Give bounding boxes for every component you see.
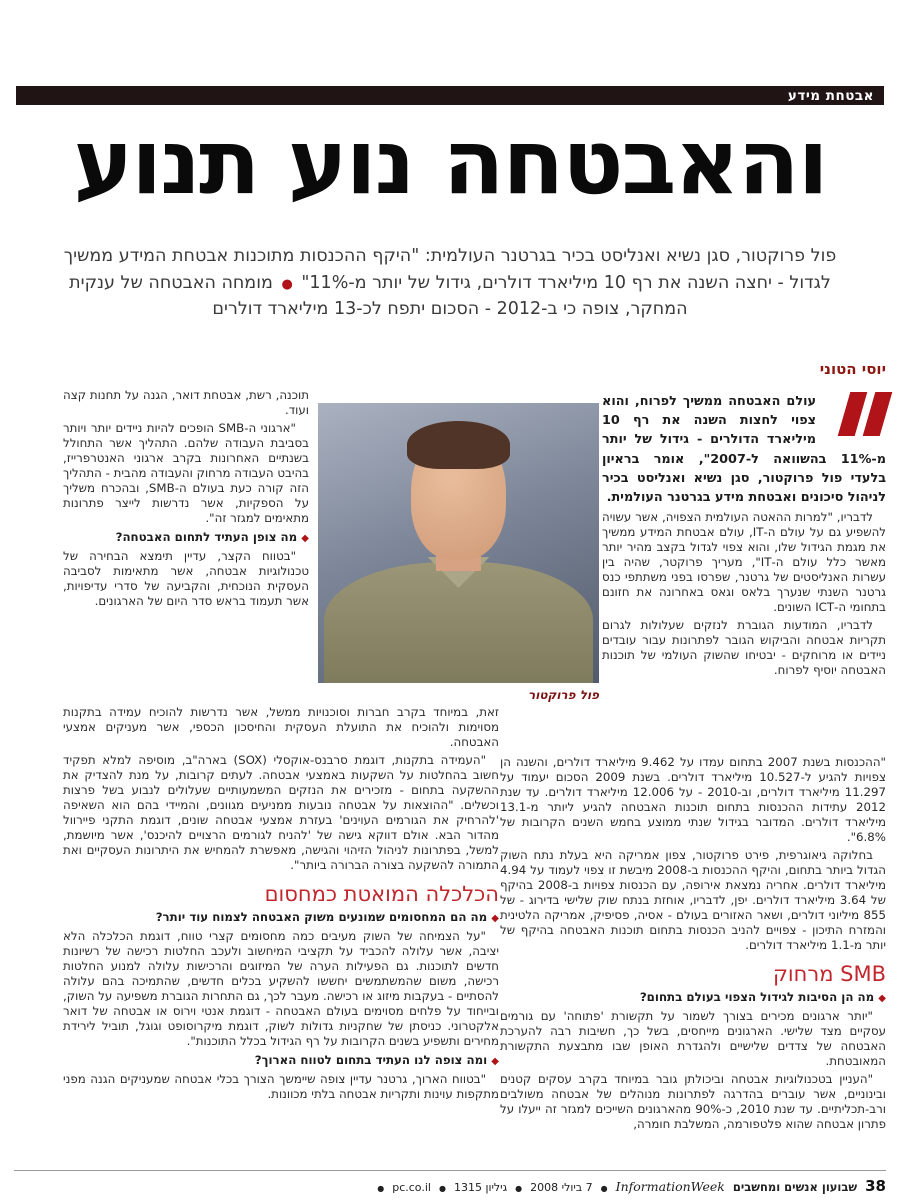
- question-line: [63, 1053, 499, 1069]
- diamond-bullet-icon: ◆: [301, 533, 309, 544]
- question-text: מה הן הסיבות לגידול הצפוי בעולם בתחום?: [639, 990, 875, 1005]
- paragraph: "בטווח הארוך, גרטנר עדיין צופה שיימשך הצורך בכלי אבטחה שמעניקים הגנה מפני מתקפות עוינות ותקריות אבטחה בלתי מכוונות.: [63, 1072, 499, 1102]
- byline: יוסי הטוני: [819, 360, 886, 378]
- footer-divider: [14, 1170, 886, 1171]
- footer: [377, 1177, 886, 1195]
- lead-paragraph: [602, 392, 886, 507]
- question-text: ומה צופה לנו העתיד בתחום לטווח הארוך?: [254, 1053, 488, 1068]
- footer-separator-icon: ●: [515, 1184, 523, 1193]
- diamond-bullet-icon: ◆: [491, 1056, 499, 1068]
- subhead: [45, 243, 855, 323]
- footer-site: pc.co.il: [392, 1181, 431, 1194]
- pull-quote-icon: [826, 392, 886, 438]
- headline: והאבטחה נוע תנוע: [73, 110, 827, 215]
- paragraph: "ארגוני ה-SMB הופכים להיות ניידים יותר ויותר בסביבת העבודה שלהם. התהליך אשר התחולל בשנתיים האחרונות בקרב ארגוני האנטרפרייז, בהיבט העבודה מרחוק והעבודה מהבית - התהליך הזה קורה כעת בעולם ה-SMB, ובהכרח משליך על הספקיות, אשר נדרשות לייצר פתרונות מתאימים למגזר זה".: [63, 421, 309, 525]
- column-right-bottom: [500, 755, 886, 1135]
- footer-issue: גיליון 1315: [453, 1181, 508, 1194]
- bullet-separator-icon: ●: [281, 276, 293, 292]
- paragraph: "בטווח הקצר, עדיין תימצא הבחירה של טכנולוגיות אבטחה, אשר מתאימות לסביבה העסקית הנוכחית, והקביעה של סדרי עדיפויות, אשר תעמוד בראש סדר היום של הארגונים.: [63, 549, 309, 608]
- portrait-photo: [318, 403, 599, 683]
- paragraph: תוכנה, רשת, אבטחת דואר, הגנה על תחנות קצה ועוד.: [63, 388, 309, 417]
- diamond-bullet-icon: ◆: [491, 913, 499, 925]
- paragraph: "יותר ארגונים מכירים בצורך לשמור על תקשורת 'פתוחה' עם גורמים עסקיים מצד שלישי. הארגונים מייחסים, בשל כך, חשיבות רבה להערכת האבטחה של צדדים שלישיים ולהגדרת האופן שבו מתבצעת התקשורת המאובטחת.: [500, 1009, 886, 1069]
- question-line: [63, 910, 499, 926]
- footer-separator-icon: ●: [438, 1184, 446, 1193]
- footer-date: 7 ביולי 2008: [530, 1181, 593, 1194]
- question-line: [63, 530, 309, 546]
- paragraph: "העניין בטכנולוגיות אבטחה וביכולתן גובר במיוחד בקרב עסקים קטנים ובינוניים, אשר עוברים בהדרגה לפתרונות מנוהלים של אבטחה משולבים ורב-תכליתיים. עד שנת 2010, כ-90% מהארגונים השייכים למגזר זה ייעלו על פתרון אבטחה שהוא פלטפורמה, המשלבת חומרה,: [500, 1072, 886, 1132]
- paragraph: לדבריו, "למרות ההאטה העולמית הצפויה, אשר עשויה להשפיע גם על עולם ה-IT, עולם אבטחת המידע ממשיך את מגמת הגידול שלו, והוא צפוי לגדול בקצב מהיר יותר מאשר כלל עולם ה-IT", מעריך פרוקטר, שהיה בין עשרות האנליסטים של גרטנר, שפרסו בפני משתתפי כנס גרטנר השנתי שנערך בלאס וגאס באחרונה את חזונם בתחומי ה-ICT השונים.: [602, 510, 886, 615]
- subhead-part-2: מומחה האבטחה של ענקית המחקר, צופה כי ב-2012 - הסכום יתפח לכ-13 מיליארד דולרים: [69, 272, 688, 320]
- paragraph: בחלוקה גיאוגרפית, פירט פרוקטור, צפון אמריקה היא בעלת נתח השוק הגדול ביותר בתחום, והיקף ההכנסות ב-2008 מיבשת זו צפוי לעמוד על 4.94 מיליארד דולרים. אחריה נמצאת אירופה, עם הכנסות צפויות ב-2008 בהיקף של 3.64 מיליארד דולרים. יפן, לדבריו, אוחזת בנתח שוק שלישי בדירוג - של 855 מיליוני דולרים, ושאר האזורים בעולם - אסיה, פסיפיק, אמריקה הלטינית והמזרח התיכון - צפויים להניב הכנסות בתחום תוכנות האבטחה בהיקף של יותר מ-1.1 מיליארד דולרים.: [500, 848, 886, 952]
- section-heading-economy: הכלכלה המואטת כמחסום: [264, 882, 499, 906]
- section-header-bar: [16, 86, 884, 105]
- column-right-top: [602, 392, 886, 681]
- question-line: [500, 990, 886, 1006]
- magazine-name: שבועון אנשים ומחשבים: [732, 1180, 858, 1194]
- paragraph: "ההכנסות בשנת 2007 בתחום עמדו על 9.462 מיליארד דולרים, והשנה הן צפויות להגיע ל-10.527 מיליארד דולרים. בשנת 2009 הסכום יעמוד על 11.297 מיליארד דולרים, וב-2010 - על 12.006 מיליארד דולרים. עד שנת 2012 עתידות ההכנסות בתחום תוכנות האבטחה להגיע ליותר מ-13.1 מיליארד דולרים. המדובר בגידול שנתי ממוצע בחמש השנים הקרובות של 6.8%".: [500, 755, 886, 844]
- lead-text: עולם האבטחה ממשיך לפרוח, והוא צפוי לחצות השנה את רף 10 מיליארד הדולרים - גידול של יותר מ-11% בהשוואה ל-2007", אומר בראיון בלעדי פול פרוקטור, סגן נשיא ואנליסט בכיר לניהול סיכונים ואבטחת מידע בגרטנר העולמית.: [602, 394, 886, 505]
- hair-shape: [407, 421, 511, 469]
- photo-caption: פול פרוקטור: [527, 688, 599, 702]
- paragraph: "על הצמיחה של השוק מעיבים כמה מחסומים קצרי טווח, דוגמת הכלכלה הלא יציבה, אשר עלולה להכביד על תקציבי המיחשוב ולעכב החלטות רכישה של רשיונות חדשים לתוכנות. גם הפעילות הערה של המיזוגים והרכישות עלולה למנוע החלטות רכישה, משום שהמשתמשים יחששו להשקיע בכלים חדשים, שהתמיכה בהם עלולה להסתיים - בעקבות מיזוג או רכישה. מעבר לכך, גם התחרות הגוברת משפיעה על השוק, ובייחוד על פלחים מסוימים בעולם האבטחה - דוגמת אנטי וירוס או אבטחה של דואר אלקטרוני. כניסתן של שחקניות גדולות לשוק, דוגמת מיקרוסופט וגוגל, תוביל לירידת מחירים ותשפיע בשנים הקרובות על רף הגידול בכלל התוכנות".: [63, 929, 499, 1049]
- page-number: 38: [865, 1177, 886, 1195]
- paragraph: "העמידה בתקנות, דוגמת סרבנס-אוקסלי (SOX) בארה"ב, מוסיפה למלא תפקיד חשוב בהחלטות על השקעות באמצעי אבטחה. לעתים קרובות, על מנת להצדיק את ההשקעה בתחום - מזכירים את הנזקים המשמעותיים שעלולים לנבוע בשל פרצות וכשלים. "ההוצאות על אבטחה נובעות ממניעים מגוונים, והמיידי בהם הוא השאיפה 'להרחיק את הגורמים העוינים' בעזרת אמצעי אבטחה שונים, דוגמת התקני פיירוול מהדור הבא. אולם דווקא גישה של 'להניח לגורמים הרצויים להיכנס', אשר מיושמת, למשל, בפתרונות לניהול הזיהוי והגישה, מאפשרת להמחיש את היתרונות העסקיים ואת התמורה להשקעה בצורה הברורה ביותר".: [63, 753, 499, 872]
- question-text: מה צופן העתיד לתחום האבטחה?: [115, 530, 298, 544]
- diamond-bullet-icon: ◆: [878, 993, 886, 1005]
- paragraph: לדבריו, המודעות הגוברת לנזקים שעלולות לגרום תקריות אבטחה והביקוש הגובר לפתרונות עבור עובדים ניידים או מרוחקים - יבטיחו שהשוק העולמי של תוכנות האבטחה יוסיף לפרוח.: [602, 618, 886, 678]
- column-left-top: [63, 388, 309, 612]
- section-heading-smb: SMB מרחוק: [773, 962, 886, 986]
- subhead-part-1: פול פרוקטור, סגן נשיא ואנליסט בכיר בגרטנר העולמית: "היקף ההכנסות מתוכנות אבטחת המידע ממשיך לגדול - יחצה השנה את רף 10 מיליארד דולרים, גידול של יותר מ-11%": [63, 246, 837, 293]
- footer-separator-icon: ●: [600, 1184, 608, 1193]
- footer-separator-icon: ●: [377, 1184, 385, 1193]
- paragraph: זאת, במיוחד בקרב חברות וסוכנויות ממשל, אשר נדרשות להוכיח עמידה בתקנות מסוימות ולהוכיח את התועלת העסקית והחיסכון הכספי, אשר מעניקים אמצעי האבטחה.: [63, 705, 499, 749]
- section-title: אבטחת מידע: [787, 87, 874, 104]
- column-left-bottom: [63, 705, 499, 1105]
- brand-name: InformationWeek: [615, 1179, 725, 1194]
- question-text: מה הם המחסומים שמונעים משוק האבטחה לצמוח עוד יותר?: [155, 910, 488, 925]
